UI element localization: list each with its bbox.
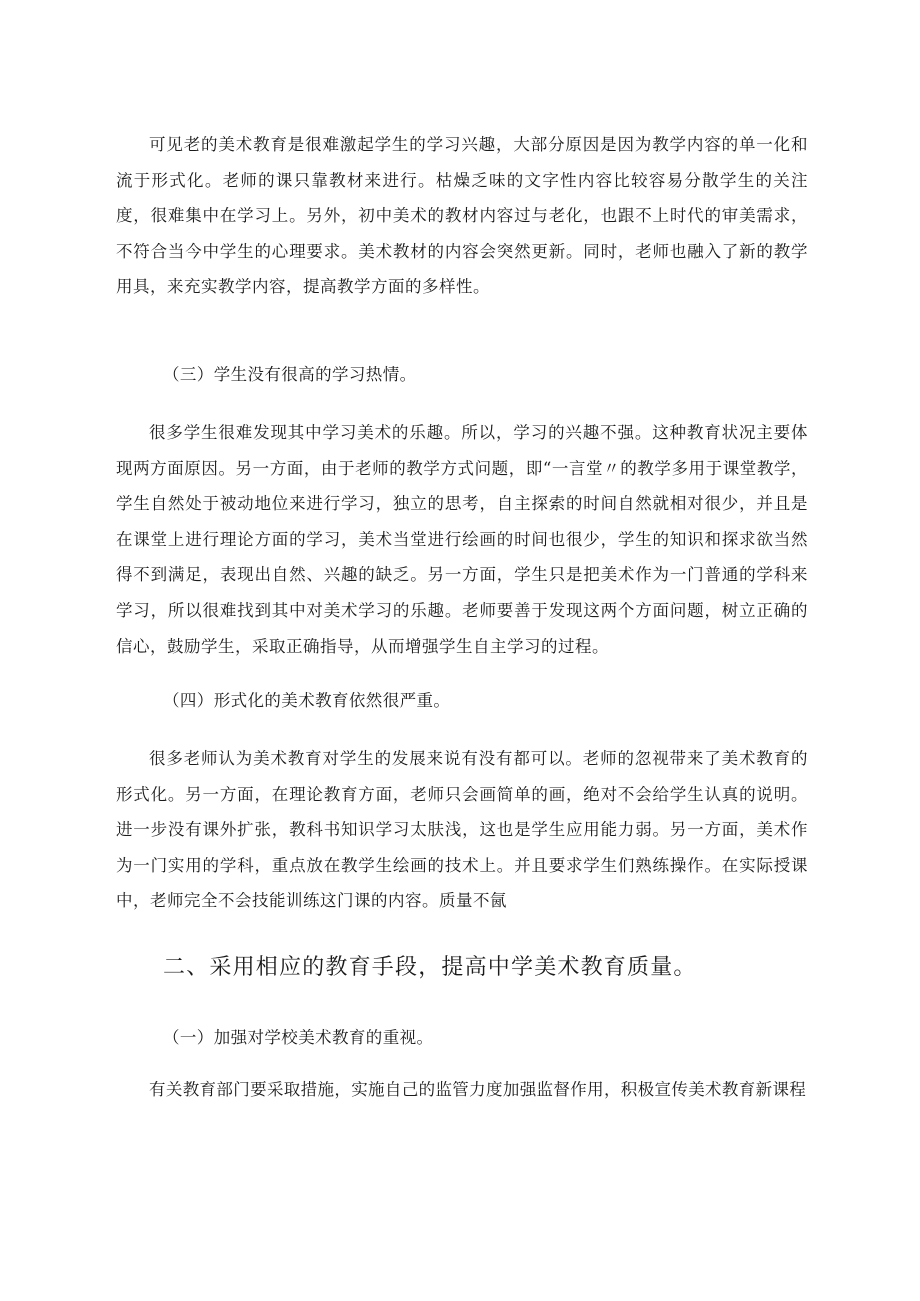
paragraph-old-art-education: 可见老的美术教育是很难激起学生的学习兴趣，大部分原因是因为教学内容的单一化和流于形式化。老师的课只靠教材来进行。枯燥乏味的文字性内容比较容易分散学生的关注度，很难集中在学习上。另外，初中美术的教材内容过与老化，也跟不上时代的审美需求，不符合当今中学生的心理要求。美术教材的内容会突然更新。同时，老师也融入了新的教学用具，来充实教学内容，提高教学方面的多样性。 xyxy=(116,135,808,297)
subheading-low-learning-enthusiasm: （三）学生没有很高的学习热情。 xyxy=(163,365,417,384)
paragraph-teacher-neglect: 很多老师认为美术教育对学生的发展来说有没有都可以。老师的忽视带来了美术教育的形式化。另一方面，在理论教育方面，老师只会画简单的画，绝对不会给学生认真的说明。进一步没有课外扩张，教科书知识学习太肤浅，这也是学生应用能力弱。另一方面，美术作为一门实用的学科，重点放在教学生绘画的技术上。并且要求学生们熟练操作。在实际授课中，老师完全不会技能训练这门课的内容。质量不氤 xyxy=(116,749,808,911)
subheading-strengthen-attention: （一）加强对学校美术教育的重视。 xyxy=(163,1028,434,1047)
paragraph-student-interest: 很多学生很难发现其中学习美术的乐趣。所以，学习的兴趣不强。这种教育状况主要体现两方面原因。另一方面，由于老师的教学方式问题，即“一言堂〃的教学多用于课堂教学，学生自然处于被动地位来进行学习，独立的思考，自主探索的时间自然就相对很少，并且是在课堂上进行理论方面的学习，美术当堂进行绘画的时间也很少，学生的知识和探求欲当然得不到满足，表现出自然、兴趣的缺乏。另一方面，学生只是把美术作为一门普通的学科来学习，所以很难找到其中对美术学习的乐趣。老师要善于发现这两个方面问题，树立正确的信心，鼓励学生，采取正确指导，从而增强学生自主学习的过程。 xyxy=(116,423,808,656)
section-heading-2: 二、采用相应的教育手段，提高中学美术教育质量。 xyxy=(163,955,697,980)
subheading-formalized-education: （四）形式化的美术教育依然很严重。 xyxy=(163,691,451,710)
paragraph-education-departments: 有关教育部门要采取措施，实施自己的监管力度加强监督作用，积极宣传美术教育新课程 xyxy=(149,1080,807,1099)
